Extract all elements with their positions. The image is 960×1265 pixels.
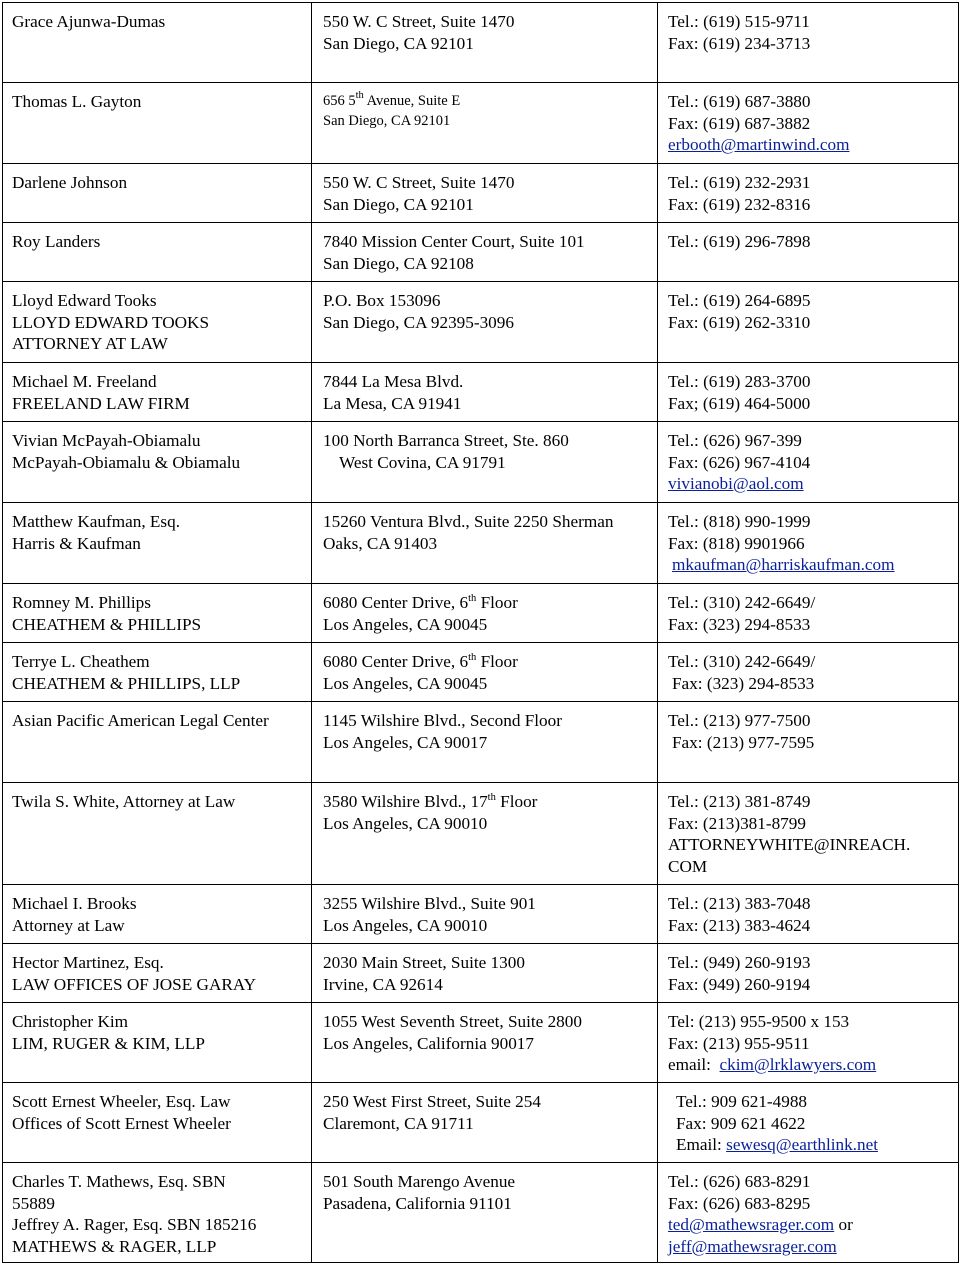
street-address: 3255 Wilshire Blvd., Suite 901 <box>323 894 536 913</box>
table-row <box>3 282 959 363</box>
phone-number: Tel.: (949) 260-9193 <box>668 953 811 972</box>
attorney-name: Grace Ajunwa-Dumas <box>12 12 166 31</box>
organization-name: Asian Pacific American Legal Center <box>12 711 269 730</box>
name-cell <box>3 1003 312 1083</box>
street-address: 6080 Center Drive, 6th Floor <box>323 593 518 612</box>
table-row <box>3 363 959 422</box>
contact-cell <box>658 702 959 783</box>
email-label: Email: <box>676 1135 727 1154</box>
contact-cell <box>658 944 959 1003</box>
phone-number: Tel: (213) 955-9500 x 153 <box>668 1012 850 1031</box>
address-cell <box>312 783 658 885</box>
city-state-zip: West Covina, CA 91791 <box>339 452 506 472</box>
contact-cell <box>658 1003 959 1083</box>
address-cell <box>312 1003 658 1083</box>
attorney-name: Christopher Kim <box>12 1012 129 1031</box>
name-cell <box>3 584 312 643</box>
table-row <box>3 885 959 944</box>
table-row <box>3 944 959 1003</box>
phone-number: Tel.: (619) 264-6895 <box>668 291 811 310</box>
street-address: 501 South Marengo Avenue <box>323 1172 516 1191</box>
contact-cell <box>658 164 959 223</box>
street-address: 550 W. C Street, Suite 1470 <box>323 173 515 192</box>
street-address: 250 West First Street, Suite 254 <box>323 1092 541 1111</box>
name-cell <box>3 223 312 282</box>
attorney-name: Scott Ernest Wheeler, Esq. Law <box>12 1092 231 1111</box>
fax-number: Fax: (626) 967-4104 <box>668 452 811 472</box>
phone-number: Tel.: (213) 383-7048 <box>668 894 811 913</box>
firm-name: Offices of Scott Ernest Wheeler <box>12 1113 231 1133</box>
address-cell <box>312 3 658 83</box>
city-state-zip: Los Angeles, CA 90045 <box>323 673 488 693</box>
name-cell <box>3 164 312 223</box>
address-cell <box>312 944 658 1003</box>
email-separator: or <box>834 1215 853 1234</box>
attorney-name: Lloyd Edward Tooks <box>12 291 157 310</box>
fax-number: Fax: (619) 262-3310 <box>668 312 811 332</box>
street-address: 1055 West Seventh Street, Suite 2800 <box>323 1012 582 1031</box>
firm-name: CHEATHEM & PHILLIPS, LLP <box>12 673 241 693</box>
firm-name: MATHEWS & RAGER, LLP <box>12 1236 217 1256</box>
attorney-name: Michael I. Brooks <box>12 894 137 913</box>
address-cell <box>312 885 658 944</box>
street-address: 7840 Mission Center Court, Suite 101 <box>323 232 585 251</box>
street-address: 6080 Center Drive, 6th Floor <box>323 652 518 671</box>
attorney-name: Roy Landers <box>12 232 101 251</box>
fax-number: Fax: (626) 683-8295 <box>668 1193 811 1213</box>
fax-number: Fax: (213) 977-7595 <box>672 732 815 752</box>
fax-number: Fax: (213) 955-9511 <box>668 1033 810 1053</box>
address-cell <box>312 503 658 584</box>
name-cell <box>3 363 312 422</box>
address-cell <box>312 223 658 282</box>
fax-number: Fax: (323) 294-8533 <box>668 614 811 634</box>
phone-number: Tel.: (619) 232-2931 <box>668 173 811 192</box>
table-row <box>3 783 959 885</box>
contact-cell <box>658 885 959 944</box>
email-link[interactable]: mkaufman@harriskaufman.com <box>672 555 895 574</box>
name-cell <box>3 783 312 885</box>
city-state-zip: Claremont, CA 91711 <box>323 1113 474 1133</box>
address-cell <box>312 643 658 702</box>
firm-name: LLOYD EDWARD TOOKS <box>12 312 210 332</box>
name-cell <box>3 643 312 702</box>
city-state-zip: Pasadena, California 91101 <box>323 1193 512 1213</box>
city-state-zip: San Diego, CA 92395-3096 <box>323 312 514 332</box>
fax-number: Fax: 909 621 4622 <box>676 1113 806 1133</box>
name-cell <box>3 885 312 944</box>
attorney-name: Hector Martinez, Esq. <box>12 953 164 972</box>
email-link[interactable]: erbooth@martinwind.com <box>668 135 850 154</box>
phone-number: Tel.: (619) 296-7898 <box>668 232 811 251</box>
firm-name: FREELAND LAW FIRM <box>12 393 190 413</box>
phone-number: Tel.: (213) 977-7500 <box>668 711 811 730</box>
email-link[interactable]: vivianobi@aol.com <box>668 474 804 493</box>
address-cell <box>312 422 658 503</box>
fax-number: Fax: (323) 294-8533 <box>672 673 815 693</box>
fax-number: Fax: (619) 232-8316 <box>668 194 811 214</box>
contact-cell <box>658 422 959 503</box>
contact-cell <box>658 1163 959 1263</box>
city-state-zip: Los Angeles, CA 90045 <box>323 614 488 634</box>
address-cell <box>312 282 658 363</box>
contact-cell <box>658 584 959 643</box>
email-link-2[interactable]: jeff@mathewsrager.com <box>668 1236 837 1256</box>
city-state-zip: Irvine, CA 92614 <box>323 974 443 994</box>
attorney-name: Twila S. White, Attorney at Law <box>12 792 236 811</box>
firm-subtitle: ATTORNEY AT LAW <box>12 334 168 353</box>
name-cell <box>3 944 312 1003</box>
name-cell <box>3 1163 312 1263</box>
address-cell <box>312 702 658 783</box>
table-row <box>3 164 959 223</box>
firm-name: CHEATHEM & PHILLIPS <box>12 614 202 634</box>
address-cell <box>312 1163 658 1263</box>
city-state-zip: San Diego, CA 92101 <box>323 33 474 53</box>
fax-number: Fax: (949) 260-9194 <box>668 974 811 994</box>
contact-cell <box>658 643 959 702</box>
attorney-name: Matthew Kaufman, Esq. <box>12 512 181 531</box>
table-row <box>3 223 959 282</box>
name-cell <box>3 422 312 503</box>
attorney-name: Vivian McPayah-Obiamalu <box>12 431 201 450</box>
table-row <box>3 702 959 783</box>
city-state-zip: Los Angeles, CA 90017 <box>323 732 488 752</box>
email-label: email: <box>668 1055 720 1074</box>
phone-number: Tel.: (626) 967-399 <box>668 431 802 450</box>
contact-cell <box>658 363 959 422</box>
table-row <box>3 503 959 584</box>
fax-number: Fax; (619) 464-5000 <box>668 393 811 413</box>
name-cell <box>3 282 312 363</box>
table-row <box>3 83 959 164</box>
attorney-title: Attorney at Law <box>12 915 125 935</box>
phone-number: Tel.: (619) 687-3880 <box>668 92 811 111</box>
fax-number: Fax: (213) 383-4624 <box>668 915 811 935</box>
contact-cell <box>658 83 959 164</box>
name-cell <box>3 1083 312 1163</box>
attorney-name: Charles T. Mathews, Esq. SBN <box>12 1172 226 1191</box>
email-line <box>668 1054 952 1076</box>
street-address: 1145 Wilshire Blvd., Second Floor <box>323 711 562 730</box>
firm-name: Harris & Kaufman <box>12 533 141 553</box>
phone-number: Tel.: 909 621-4988 <box>676 1092 808 1111</box>
attorney-name: Romney M. Phillips <box>12 593 151 612</box>
firm-name: LAW OFFICES OF JOSE GARAY <box>12 974 257 994</box>
contact-cell <box>658 223 959 282</box>
address-cell <box>312 83 658 164</box>
attorney-name-2: Jeffrey A. Rager, Esq. SBN 185216 <box>12 1215 257 1234</box>
table-row <box>3 643 959 702</box>
street-address: 550 W. C Street, Suite 1470 <box>323 12 515 31</box>
city-state-zip: Los Angeles, California 90017 <box>323 1033 534 1053</box>
table-row <box>3 584 959 643</box>
table-row <box>3 422 959 503</box>
contact-cell <box>658 282 959 363</box>
fax-number: Fax: (213)381-8799 <box>668 813 806 833</box>
street-address: 100 North Barranca Street, Ste. 860 <box>323 431 569 450</box>
attorney-name: Michael M. Freeland <box>12 372 157 391</box>
name-cell <box>3 702 312 783</box>
email-line <box>668 1134 952 1156</box>
street-address: 7844 La Mesa Blvd. <box>323 372 464 391</box>
email-address-continued: COM <box>668 856 708 876</box>
table-row <box>3 3 959 83</box>
phone-number: Tel.: (213) 381-8749 <box>668 792 811 811</box>
fax-number: Fax: (619) 687-3882 <box>668 113 811 133</box>
table-row <box>3 1003 959 1083</box>
city-state-zip: San Diego, CA 92108 <box>323 253 474 273</box>
fax-number: Fax: (619) 234-3713 <box>668 33 811 53</box>
address-cell <box>312 363 658 422</box>
contact-cell <box>658 1083 959 1163</box>
table-row <box>3 1163 959 1263</box>
fax-number: Fax: (818) 9901966 <box>668 533 805 553</box>
street-address: 2030 Main Street, Suite 1300 <box>323 953 525 972</box>
contact-cell <box>658 783 959 885</box>
attorney-name: Thomas L. Gayton <box>12 92 142 111</box>
email-link[interactable]: ckim@lrklawyers.com <box>719 1055 877 1074</box>
address-cell <box>312 584 658 643</box>
attorney-name: Terrye L. Cheathem <box>12 652 150 671</box>
email-link[interactable]: ted@mathewsrager.com <box>668 1215 835 1234</box>
attorney-name: Darlene Johnson <box>12 173 128 192</box>
city-state-zip: San Diego, CA 92101 <box>323 113 451 129</box>
email-address: ATTORNEYWHITE@INREACH. <box>668 835 911 854</box>
city-state-zip: Los Angeles, CA 90010 <box>323 813 488 833</box>
phone-number: Tel.: (619) 515-9711 <box>668 12 810 31</box>
attorney-bar-number: 55889 <box>12 1193 55 1213</box>
city-state-zip: Los Angeles, CA 90010 <box>323 915 488 935</box>
phone-number: Tel.: (818) 990-1999 <box>668 512 811 531</box>
table-row <box>3 1083 959 1163</box>
city-state-zip: Oaks, CA 91403 <box>323 533 438 553</box>
contact-cell <box>658 3 959 83</box>
name-cell <box>3 503 312 584</box>
email-link[interactable]: sewesq@earthlink.net <box>726 1135 878 1154</box>
street-address: 15260 Ventura Blvd., Suite 2250 Sherman <box>323 512 614 531</box>
street-address: P.O. Box 153096 <box>323 291 441 310</box>
firm-name: LIM, RUGER & KIM, LLP <box>12 1033 205 1053</box>
phone-number: Tel.: (310) 242-6649/ <box>668 593 816 612</box>
email-line <box>668 1214 952 1236</box>
name-cell <box>3 83 312 164</box>
city-state-zip: San Diego, CA 92101 <box>323 194 474 214</box>
phone-number: Tel.: (626) 683-8291 <box>668 1172 811 1191</box>
firm-name: McPayah-Obiamalu & Obiamalu <box>12 452 241 472</box>
name-cell <box>3 3 312 83</box>
address-cell <box>312 1083 658 1163</box>
address-cell <box>312 164 658 223</box>
street-address: 656 5th Avenue, Suite E <box>323 90 461 109</box>
attorney-directory-table <box>2 2 959 1263</box>
city-state-zip: La Mesa, CA 91941 <box>323 393 462 413</box>
contact-cell <box>658 503 959 584</box>
phone-number: Tel.: (310) 242-6649/ <box>668 652 816 671</box>
phone-number: Tel.: (619) 283-3700 <box>668 372 811 391</box>
street-address: 3580 Wilshire Blvd., 17th Floor <box>323 792 538 811</box>
